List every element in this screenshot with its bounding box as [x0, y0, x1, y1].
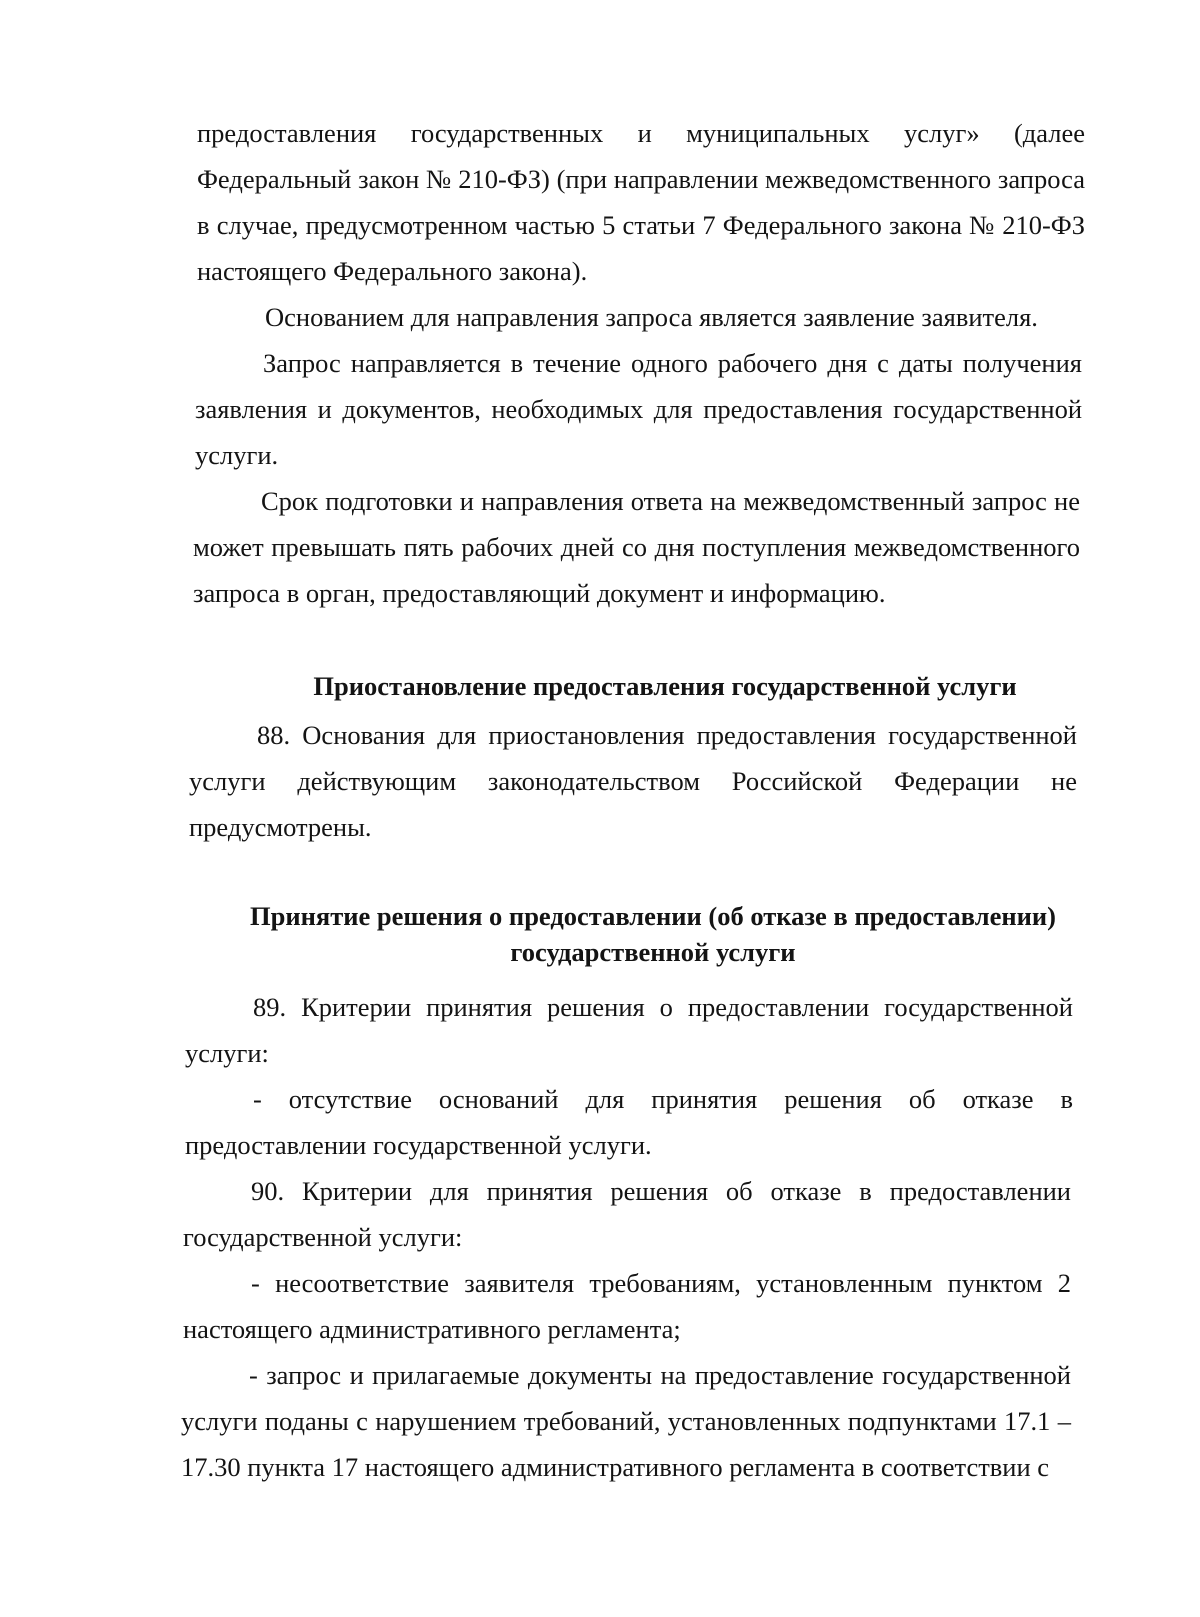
heading-suspension: Приостановление предоставления государственной услуги — [313, 671, 1017, 701]
item-89: 89. Критерии принятия решения о предоставлении государственной услуги: — [185, 992, 1073, 1068]
deadline-paragraph: Срок подготовки и направления ответа на межведомственный запрос не может превышать пять рабочих дней со дня поступления межведомственного запроса в орган, предоставляющий документ и информацию. — [193, 486, 1080, 608]
item-88: 88. Основания для приостановления предоставления государственной услуги действующим законодательством Российской Федерации не предусмотрены. — [189, 720, 1077, 842]
item-90-bullet-1: - несоответствие заявителя требованиям, установленным пунктом 2 настоящего административного регламента; — [183, 1268, 1071, 1344]
item-90-bullet-2: - запрос и прилагаемые документы на предоставление государственной услуги поданы с нарушением требований, установленных подпунктами 17.1 – 17.30 пункта 17 настоящего административного регламента в соответствии с — [181, 1360, 1071, 1482]
request-paragraph: Запрос направляется в течение одного рабочего дня с даты получения заявления и документов, необходимых для предоставления государственной услуги. — [195, 348, 1082, 470]
item-90: 90. Критерии для принятия решения об отказе в предоставлении государственной услуги: — [183, 1176, 1071, 1252]
basis-paragraph: Основанием для направления запроса является заявление заявителя. — [265, 302, 1038, 332]
heading-decision: Принятие решения о предоставлении (об отказе в предоставлении) государственной услуги — [250, 901, 1056, 967]
item-89-bullet: - отсутствие оснований для принятия решения об отказе в предоставлении государственной услуги. — [185, 1084, 1073, 1160]
intro-paragraph: предоставления государственных и муниципальных услуг» (далее Федеральный закон № 210-ФЗ) (при направлении межведомственного запроса в случае, предусмотренном частью 5 статьи 7 Федерального закона № 210-ФЗ настоящего Федерального закона). — [197, 118, 1085, 286]
